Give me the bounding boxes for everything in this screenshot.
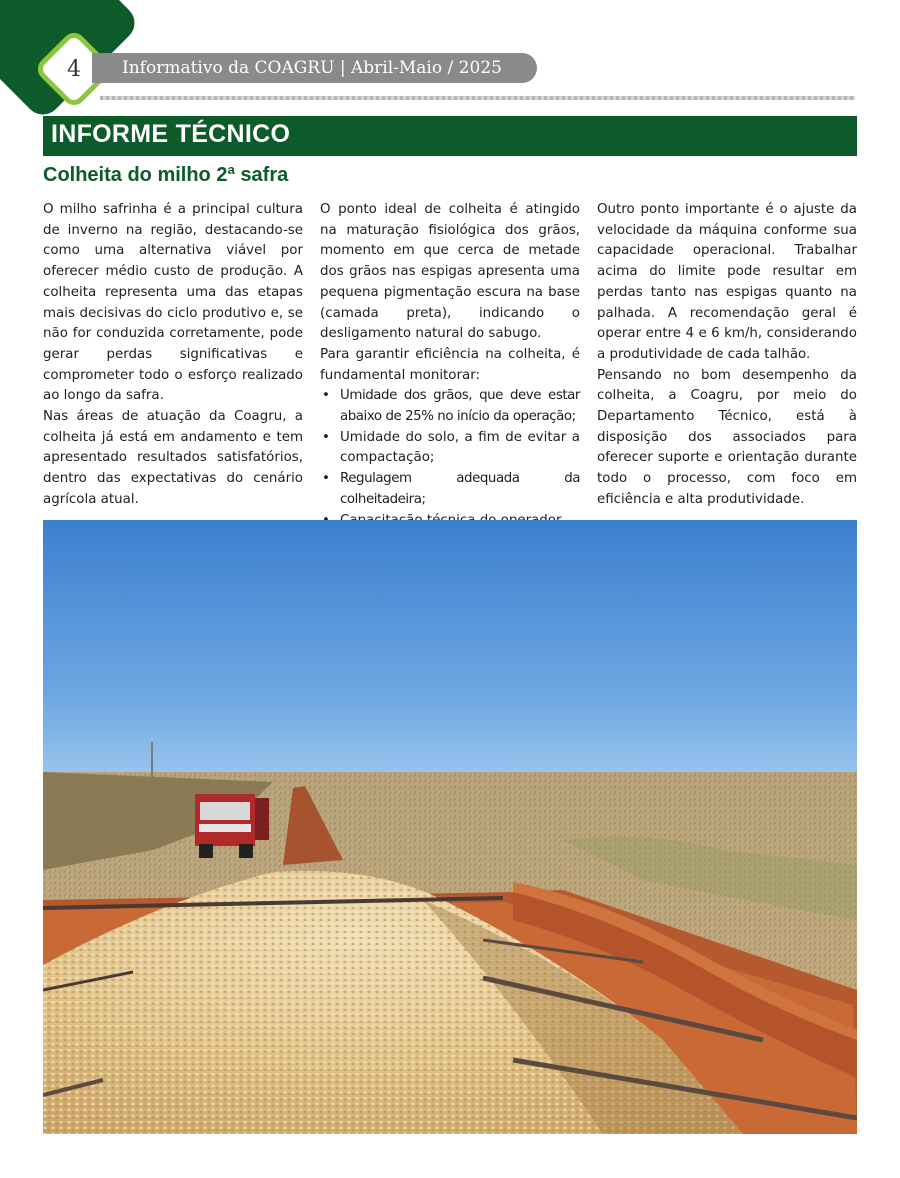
article-title: Colheita do milho 2ª safra — [43, 164, 289, 186]
monitoring-list — [320, 386, 580, 531]
list-item: • Umidade dos grãos, que deve estar abaixo de 25% no início da operação; — [320, 386, 580, 427]
page-number: 4 — [67, 56, 81, 82]
paragraph: Nas áreas de atuação da Coagru, a colheita já está em andamento e tem apresentado resultados satisfatórios, dentro das expectativas do cenário agrícola atual. — [43, 409, 303, 507]
paragraph: Para garantir eficiência na colheita, é fundamental monitorar: — [320, 346, 580, 383]
list-item: • Regulagem adequada da colheitadeira; — [320, 469, 580, 510]
section-banner — [43, 116, 857, 156]
paragraph: Outro ponto importante é o ajuste da velocidade da máquina conforme sua capacidade operacional. Trabalhar acima do limite pode resultar em perdas tanto nas espigas quanto na palhada. A recomendação geral é operar entre 4 e 6 km/h, considerando a produtividade de cada talhão. — [597, 202, 857, 362]
section-title: INFORME TÉCNICO — [51, 120, 291, 148]
publication-title: Informativo da COAGRU | Abril-Maio / 2025 — [122, 58, 502, 78]
paragraph: O ponto ideal de colheita é atingido na maturação fisiológica dos grãos, momento em que cerca de metade dos grãos nas espigas apresenta uma pequena pigmentação escura na base (camada preta), indicando o desligamento natural do sabugo. — [320, 202, 580, 342]
article-column-2 — [320, 200, 580, 531]
header-divider — [100, 96, 855, 100]
paragraph: Pensando no bom desempenho da colheita, a Coagru, por meio do Departamento Técnico, está à disposição dos associados para oferecer suporte e orientação durante todo o processo, com foco em eficiência e alta produtividade. — [597, 367, 857, 507]
publication-header — [92, 53, 537, 83]
article-column-1 — [43, 200, 303, 511]
article-column-3 — [597, 200, 857, 511]
list-item: • Umidade do solo, a fim de evitar a compactação; — [320, 428, 580, 469]
paragraph: O milho safrinha é a principal cultura de inverno na região, destacando-se como uma alternativa viável por oferecer médio custo de produção. A colheita representa uma das etapas mais decisivas do ciclo produtivo e, se não for conduzida corretamente, pode gerar perdas significativas e comprometer todo o esforço realizado ao longo da safra. — [43, 202, 303, 404]
harvest-photo — [43, 520, 857, 1134]
harvest-illustration — [43, 520, 857, 1134]
